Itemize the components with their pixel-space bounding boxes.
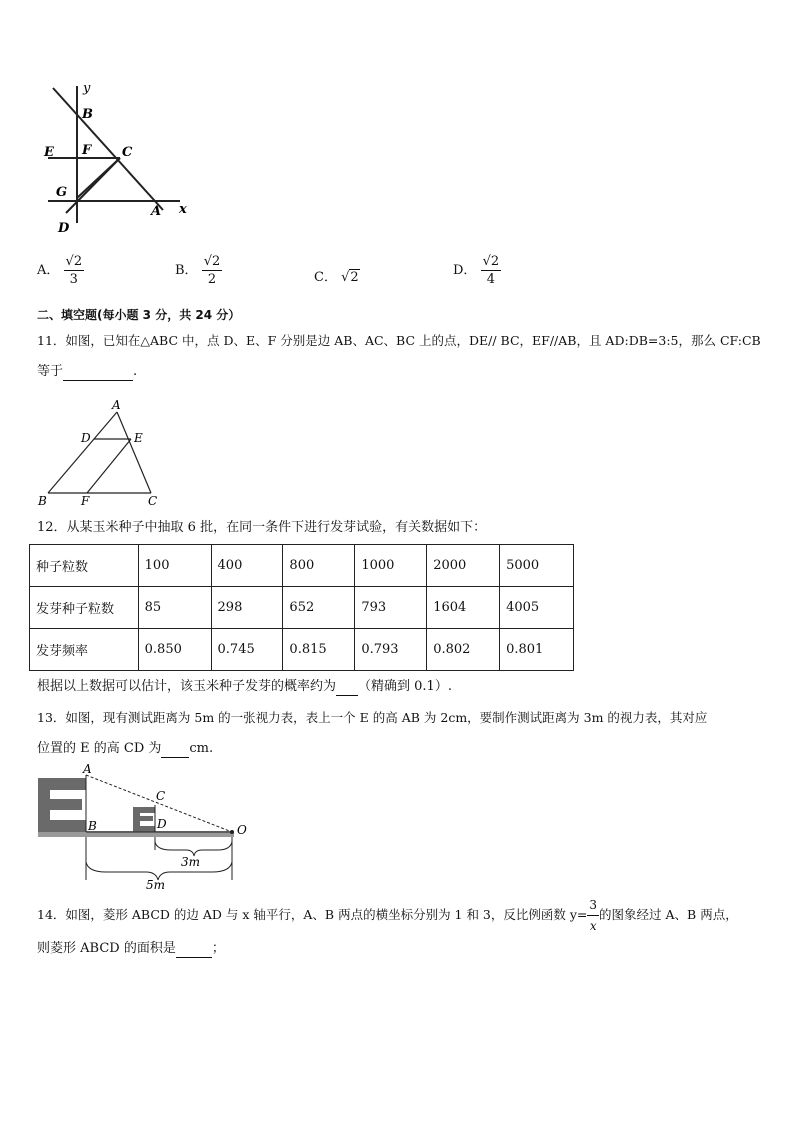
table-cell: 1000 bbox=[355, 545, 427, 587]
label-E: E bbox=[44, 145, 54, 160]
option-b[interactable] bbox=[175, 254, 222, 287]
q13-line1: 13．如图，现有测试距离为 5m 的一张视力表，表上一个 E 的高 AB 为 2cm，要制作测试距离为 3m 的视力表，其对应 bbox=[37, 710, 708, 725]
table-cell: 0.850 bbox=[138, 629, 211, 671]
table-cell: 793 bbox=[355, 587, 427, 629]
q11-line2-pre: 等于 bbox=[37, 364, 64, 379]
table-cell: 0.802 bbox=[427, 629, 500, 671]
q12-after-pre: 根据以上数据可以估计，该玉米种子发芽的概率约为 bbox=[37, 679, 337, 694]
fig13-label-C: C bbox=[156, 789, 166, 803]
table-cell: 400 bbox=[211, 545, 283, 587]
fig13-label-D: D bbox=[157, 817, 167, 831]
q11-line2 bbox=[37, 363, 137, 381]
option-c[interactable] bbox=[314, 266, 360, 285]
label-B: B bbox=[82, 107, 93, 122]
table-cell: 1604 bbox=[427, 587, 500, 629]
table-cell: 4005 bbox=[500, 587, 574, 629]
table-cell: 5000 bbox=[500, 545, 574, 587]
option-c-sqrt: √2 bbox=[341, 270, 359, 285]
fig11-label-D: D bbox=[81, 431, 91, 445]
table-cell: 800 bbox=[283, 545, 355, 587]
q12-answer-blank[interactable] bbox=[336, 680, 358, 696]
table-row bbox=[30, 545, 574, 587]
q14-line1-pre: 14．如图，菱形 ABCD 的边 AD 与 x 轴平行，A、B 两点的横坐标分别为 1 和 3，反比例函数 y= bbox=[37, 907, 588, 922]
fig11-label-C: C bbox=[148, 494, 158, 508]
fig13-label-5m: 5m bbox=[146, 878, 166, 890]
table-cell: 2000 bbox=[427, 545, 500, 587]
option-a-letter: A． bbox=[37, 263, 60, 278]
table-cell: 85 bbox=[138, 587, 211, 629]
q12-after bbox=[37, 678, 452, 696]
q11-line1: 11．如图，已知在△ABC 中，点 D、E、F 分别是边 AB、AC、BC 上的点，DE// BC，EF//AB，且 AD:DB=3:5，那么 CF:CB bbox=[37, 333, 761, 348]
q14-answer-blank[interactable] bbox=[176, 942, 212, 958]
q14-line1-post: 的图象经过 A、B 两点， bbox=[599, 907, 738, 922]
label-C: C bbox=[122, 145, 133, 160]
label-A: A bbox=[151, 204, 162, 219]
q14-line2 bbox=[37, 940, 225, 958]
q13-line2-pre: 位置的 E 的高 CD 为 bbox=[37, 741, 162, 756]
label-D: D bbox=[58, 221, 70, 236]
fig11-label-B: B bbox=[38, 494, 47, 508]
table-row bbox=[30, 629, 574, 671]
label-F: F bbox=[82, 143, 92, 158]
fig11-label-A: A bbox=[112, 398, 121, 412]
label-y: y bbox=[83, 81, 91, 96]
label-x: x bbox=[179, 202, 187, 217]
q14-fraction: $\frac{3}{x}$ bbox=[589, 897, 598, 933]
table-cell: 0.745 bbox=[211, 629, 283, 671]
fig13-label-B: B bbox=[88, 819, 97, 833]
option-c-letter: C． bbox=[314, 270, 337, 285]
label-G: G bbox=[56, 185, 68, 200]
table-cell: 652 bbox=[283, 587, 355, 629]
q13-answer-blank[interactable] bbox=[161, 742, 189, 758]
figure-q11 bbox=[34, 395, 174, 510]
q11-answer-blank[interactable] bbox=[63, 364, 133, 381]
fig13-label-3m: 3m bbox=[181, 855, 201, 869]
table-cell: 发芽种子粒数 bbox=[30, 587, 139, 629]
option-d[interactable] bbox=[453, 254, 501, 287]
option-d-fraction: $\frac{√2}{4}$ bbox=[482, 254, 500, 287]
table-cell: 0.815 bbox=[283, 629, 355, 671]
table-cell: 发芽频率 bbox=[30, 629, 139, 671]
option-b-fraction: $\frac{√2}{2}$ bbox=[203, 254, 221, 287]
option-a[interactable] bbox=[37, 254, 84, 287]
option-b-letter: B． bbox=[175, 263, 198, 278]
small-e-icon bbox=[133, 807, 155, 832]
option-a-fraction: $\frac{√2}{3}$ bbox=[65, 254, 83, 287]
q13-line2 bbox=[37, 740, 213, 758]
q12-data-table bbox=[29, 544, 574, 671]
fig13-label-A: A bbox=[83, 762, 92, 776]
table-row bbox=[30, 587, 574, 629]
q11-line2-post: . bbox=[133, 364, 138, 379]
figure-q10 bbox=[38, 78, 198, 238]
q14-line1 bbox=[37, 895, 738, 935]
table-cell: 种子粒数 bbox=[30, 545, 139, 587]
fig11-label-F: F bbox=[81, 494, 90, 508]
option-d-letter: D． bbox=[453, 263, 477, 278]
big-e-icon bbox=[38, 778, 86, 832]
table-cell: 100 bbox=[138, 545, 211, 587]
figure-q13 bbox=[36, 762, 256, 890]
q14-line2-pre: 则菱形 ABCD 的面积是 bbox=[37, 941, 176, 956]
table-cell: 0.801 bbox=[500, 629, 574, 671]
fig11-label-E: E bbox=[134, 431, 143, 445]
q12-after-post: （精确到 0.1）. bbox=[358, 679, 452, 694]
q12-line1: 12．从某玉米种子中抽取 6 批，在同一条件下进行发芽试验，有关数据如下： bbox=[37, 520, 487, 535]
fig13-label-O: O bbox=[237, 823, 247, 837]
q13-line2-post: cm. bbox=[189, 741, 214, 756]
table-cell: 298 bbox=[211, 587, 283, 629]
section-heading: 二、填空题(每小题 3 分，共 24 分） bbox=[37, 308, 241, 322]
table-cell: 0.793 bbox=[355, 629, 427, 671]
q14-line2-post: ； bbox=[211, 941, 225, 956]
